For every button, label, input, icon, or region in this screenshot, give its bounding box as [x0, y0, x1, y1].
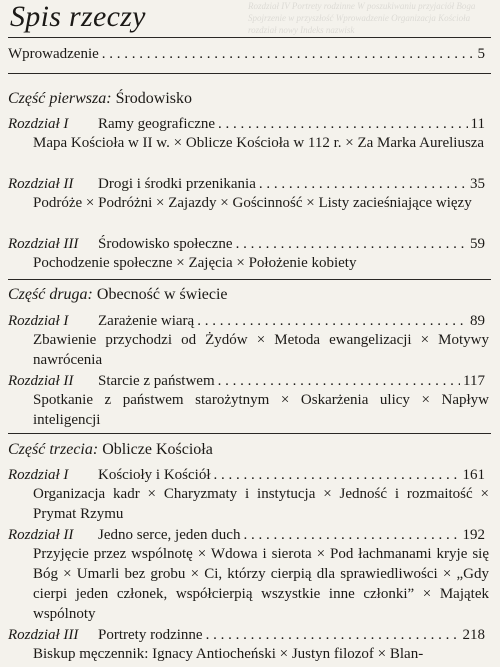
- chapter-description: Zbawienie przychodzi od Żydów × Metoda ewangelizacji × Motywy nawrócenia: [33, 332, 489, 368]
- page-number: 5: [477, 46, 485, 62]
- chapter-label: Rozdział I: [8, 313, 69, 329]
- page-number: 161: [462, 467, 485, 483]
- chapter-label: Rozdział II: [8, 373, 74, 389]
- toc-entry-chapter[interactable]: [8, 312, 491, 330]
- leader-dots: [236, 235, 467, 253]
- chapter-title: Starcie z państwem: [98, 373, 215, 389]
- section-divider: [8, 279, 491, 280]
- leader-dots: [206, 626, 460, 644]
- leader-dots: [218, 115, 468, 133]
- chapter-title: Ramy geograficzne: [98, 116, 216, 132]
- part-title: Obecność w świecie: [96, 286, 228, 303]
- toc-entry-chapter[interactable]: [8, 235, 491, 253]
- chapter-description: Organizacja kadr × Charyzmaty i instytucja × Jedność i rozmaitość × Prymat Rzymu: [33, 486, 489, 522]
- part-label: Część trzecia:: [8, 441, 99, 458]
- chapter-description: Mapa Kościoła w II w. × Oblicze Kościoła w 112 r. × Za Marka Aureliusza: [33, 135, 485, 151]
- chapter-label: Rozdział I: [8, 467, 69, 483]
- chapter-description: Podróże × Podróżni × Zajazdy × Gościnność × Listy zacieśniające więzy: [33, 195, 472, 211]
- toc-entry-intro[interactable]: [8, 45, 491, 63]
- toc-entry-chapter[interactable]: [8, 115, 491, 133]
- part-title: Oblicze Kościoła: [102, 441, 213, 458]
- page-number: 11: [470, 116, 485, 132]
- chapter-title: Portrety rodzinne: [98, 627, 203, 643]
- chapter-title: Środowisko społeczne: [98, 236, 233, 252]
- section-divider: [8, 433, 491, 434]
- chapter-title: Jedno serce, jeden duch: [98, 527, 241, 543]
- toc-entry-chapter[interactable]: [8, 526, 491, 544]
- chapter-title: Drogi i środki przenikania: [98, 176, 256, 192]
- toc-entry-chapter[interactable]: [8, 626, 491, 644]
- leader-dots: [259, 175, 467, 193]
- section-divider: [8, 73, 491, 74]
- part-heading: [8, 440, 491, 460]
- part-heading: [8, 285, 491, 305]
- chapter-description: Biskup męczennik: Ignacy Antiocheński × Justyn filozof × Blan-: [33, 646, 424, 662]
- toc-entry-chapter[interactable]: [8, 175, 491, 193]
- page-number: 218: [462, 627, 485, 643]
- page-number: 89: [470, 313, 485, 329]
- page-number: 35: [470, 176, 485, 192]
- chapter-title: Zarażenie wiarą: [98, 313, 195, 329]
- chapter-description: Spotkanie z państwem starożytnym × Oskarżenia ulicy × Napływ inteligencji: [33, 392, 489, 428]
- leader-dots: [218, 372, 460, 390]
- leader-dots: [243, 526, 459, 544]
- chapter-title: Kościoły i Kościół: [98, 467, 211, 483]
- chapter-label: Rozdział II: [8, 527, 74, 543]
- chapter-description: Pochodzenie społeczne × Zajęcia × Położenie kobiety: [33, 255, 357, 271]
- toc-entry-chapter[interactable]: [8, 372, 491, 390]
- leader-dots: [197, 312, 467, 330]
- toc-entry-chapter[interactable]: [8, 466, 491, 484]
- chapter-label: Rozdział I: [8, 116, 69, 132]
- title-rule: [8, 37, 491, 38]
- chapter-label: Rozdział II: [8, 176, 74, 192]
- leader-dots: [214, 466, 460, 484]
- page-title: Spis rzeczy: [10, 0, 146, 33]
- part-label: Część pierwsza:: [8, 90, 112, 107]
- page-number: 192: [462, 527, 485, 543]
- part-title: Środowisko: [115, 90, 193, 107]
- part-heading: [8, 89, 491, 109]
- page-number: 117: [463, 373, 485, 389]
- page-number: 59: [470, 236, 485, 252]
- entry-title: Wprowadzenie: [8, 46, 99, 62]
- chapter-description: Przyjęcie przez wspólnotę × Wdowa i sierota × Pod łachmanami kryje się Bóg × Umarli bez grobu × Ci, którzy cierpią dla sprawiedliwości × „Gdy cierpi jeden członek, współcierpią wszystkie inne członki” × Majątek wspólnoty: [33, 546, 489, 622]
- chapter-label: Rozdział III: [8, 236, 79, 252]
- part-label: Część druga:: [8, 286, 93, 303]
- chapter-label: Rozdział III: [8, 627, 79, 643]
- bleed-through-text: Rozdział IV Portrety rodzinne W poszukiwaniu przyjaciół Boga Spojrzenie w przyszłość Wprowadzenie Organizacja Kościoła rozdział nowy Indeks nazwisk: [248, 1, 476, 35]
- leader-dots: [102, 45, 475, 63]
